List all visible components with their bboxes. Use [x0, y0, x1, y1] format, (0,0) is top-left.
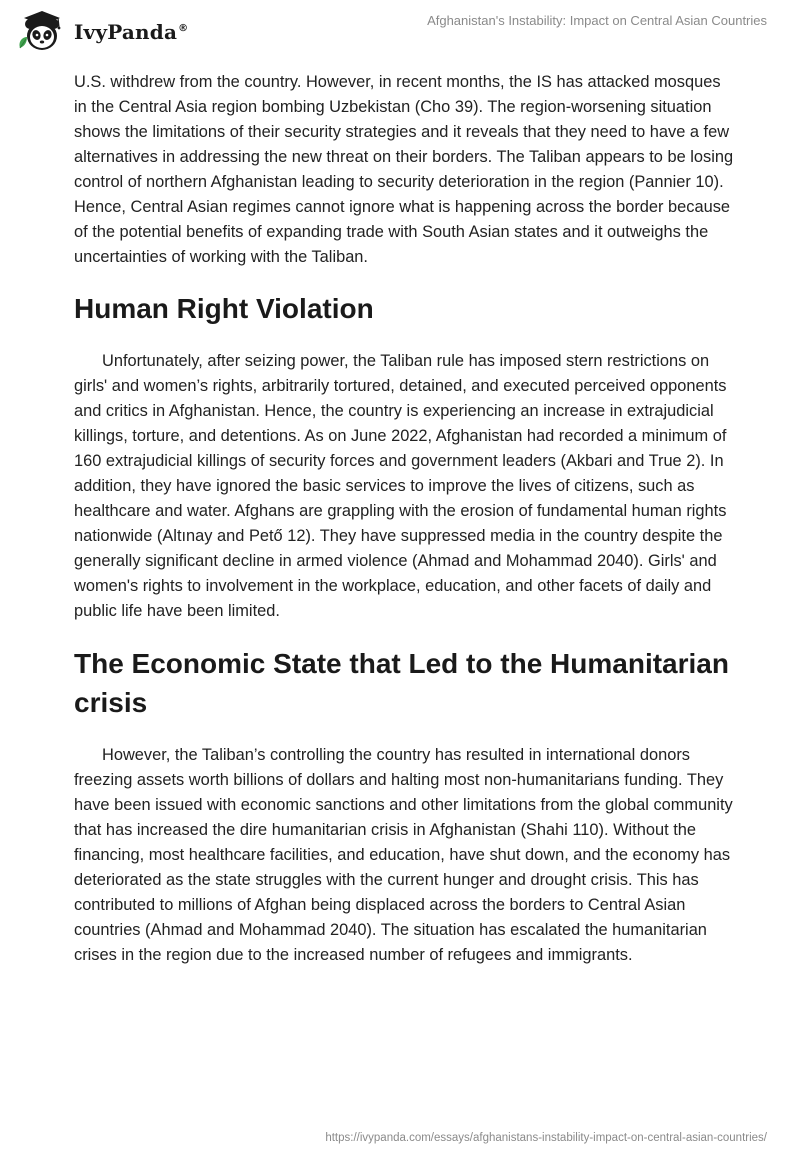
panda-graduation-cap-icon: [14, 8, 72, 56]
running-title: Afghanistan's Instability: Impact on Central Asian Countries: [427, 13, 767, 28]
page-header: [0, 0, 800, 64]
paragraph-human-rights: Unfortunately, after seizing power, the Taliban rule has imposed stern restrictions on girls' and women’s rights, arbitrarily tortured, detained, and executed perceived opponents and critics in Afghanistan. Hence, the country is experiencing an increase in extrajudicial killings, torture, and detentions. As on June 2022, Afghanistan had recorded a minimum of 160 extrajudicial killings of security forces and government leaders (Akbari and True 2). In addition, they have ignored the basic services to improve the lives of citizens, such as healthcare and water. Afghans are grappling with the erosion of fundamental human rights nationwide (Altınay and Pető 12). They have suppressed media in the country despite the generally significant decline in armed violence (Ahmad and Mohammad 2040). Girls' and women's rights to involvement in the workplace, education, and other facets of daily and public life have been limited.: [74, 352, 727, 620]
paragraph-continuation: U.S. withdrew from the country. However, in recent months, the IS has attacked mosques in the Central Asia region bombing Uzbekistan (Cho 39). The region-worsening situation shows the limitations of their security strategies and it reveals that they need to have a few alternatives in addressing the new threat on their borders. The Taliban appears to be losing control of northern Afghanistan leading to security deterioration in the region (Pannier 10). Hence, Central Asian regimes cannot ignore what is happening across the border because of the potential benefits of expanding trade with South Asian states and it outweighs the uncertainties of working with the Taliban.: [74, 73, 734, 266]
section-heading-economic-state: The Economic State that Led to the Humanitarian crisis: [74, 648, 729, 718]
paragraph-economic-state: However, the Taliban’s controlling the country has resulted in international donors freezing assets worth billions of dollars and halting most non-humanitarians funding. They have been issued with economic sanctions and other limitations from the global community that has increased the dire humanitarian crisis in Afghanistan (Shahi 110). Without the financing, most healthcare facilities, and education, have shut down, and the economy has deteriorated as the state struggles with the current hunger and drought crisis. This has contributed to millions of Afghan being displaced across the borders to Central Asian countries (Ahmad and Mohammad 2040). The situation has escalated the humanitarian crises in the region due to the increased number of refugees and immigrants.: [74, 746, 733, 964]
article-body: [74, 70, 734, 968]
section-heading-human-rights: Human Right Violation: [74, 293, 374, 324]
source-url[interactable]: https://ivypanda.com/essays/afghanistans-instability-impact-on-central-asian-countries/: [325, 1132, 767, 1144]
brand-name: IvyPanda®: [74, 20, 189, 44]
registered-mark: ®: [178, 23, 189, 35]
ivypanda-logo[interactable]: [14, 8, 188, 56]
